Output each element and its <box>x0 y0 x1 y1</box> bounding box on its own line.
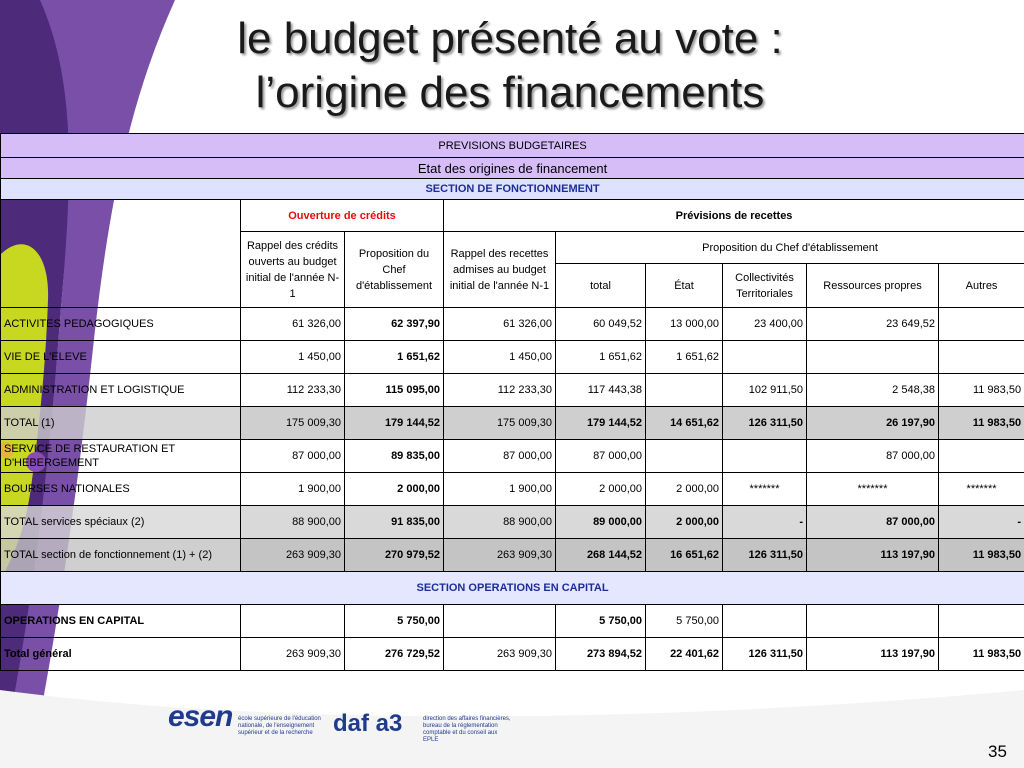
cell-autres: 11 983,50 <box>939 539 1024 572</box>
cell-rappel-recettes <box>444 605 556 638</box>
cell-ressources: 87 000,00 <box>807 506 939 539</box>
cell-autres <box>939 308 1024 341</box>
title-line-1: le budget présenté au vote : <box>237 14 783 63</box>
band-etat-origines: Etat des origines de financement <box>1 158 1024 179</box>
cell-etat: 1 651,62 <box>646 341 723 374</box>
cell-total: 87 000,00 <box>556 440 646 473</box>
cell-proposition: 179 144,52 <box>345 407 444 440</box>
cell-collectivites: ******* <box>723 473 807 506</box>
cell-etat <box>646 374 723 407</box>
cell-autres <box>939 440 1024 473</box>
table-row <box>1 308 1024 341</box>
header-proposition-chef-etab: Proposition du Chef d'établissement <box>556 232 1024 264</box>
cell-etat: 13 000,00 <box>646 308 723 341</box>
cell-ressources <box>807 605 939 638</box>
cell-rappel-recettes: 61 326,00 <box>444 308 556 341</box>
cell-rappel-credits: 1 900,00 <box>241 473 345 506</box>
cell-etat: 5 750,00 <box>646 605 723 638</box>
cell-collectivites: 102 911,50 <box>723 374 807 407</box>
cell-ressources: ******* <box>807 473 939 506</box>
daf-description: direction des affaires financières, bureau de la réglementation comptable et du conseil aux EPLE <box>423 716 511 743</box>
cell-rappel-credits <box>241 605 345 638</box>
cell-ressources: 113 197,90 <box>807 638 939 671</box>
table-row <box>1 605 1024 638</box>
cell-proposition: 2 000,00 <box>345 473 444 506</box>
title-line-2: l’origine des financements <box>255 68 765 117</box>
cell-rappel-recettes: 1 900,00 <box>444 473 556 506</box>
cell-autres <box>939 341 1024 374</box>
cell-proposition: 89 835,00 <box>345 440 444 473</box>
cell-ressources: 2 548,38 <box>807 374 939 407</box>
table-row <box>1 440 1024 473</box>
row-label: VIE DE L'ELEVE <box>1 341 241 374</box>
cell-autres: ******* <box>939 473 1024 506</box>
header-row-1 <box>1 200 1024 232</box>
cell-autres: 11 983,50 <box>939 407 1024 440</box>
row-label: ACTIVITES PEDAGOGIQUES <box>1 308 241 341</box>
cell-etat <box>646 440 723 473</box>
cell-total: 1 651,62 <box>556 341 646 374</box>
cell-collectivites: 126 311,50 <box>723 539 807 572</box>
header-rappel-credits: Rappel des crédits ouverts au budget initial de l'année N-1 <box>241 232 345 308</box>
cell-total: 273 894,52 <box>556 638 646 671</box>
cell-total: 117 443,38 <box>556 374 646 407</box>
header-collectivites: Collectivités Territoriales <box>723 264 807 308</box>
cell-rappel-credits: 112 233,30 <box>241 374 345 407</box>
cell-etat: 2 000,00 <box>646 506 723 539</box>
table-row <box>1 374 1024 407</box>
cell-proposition: 91 835,00 <box>345 506 444 539</box>
cell-autres: - <box>939 506 1024 539</box>
header-autres: Autres <box>939 264 1024 308</box>
cell-collectivites: 126 311,50 <box>723 407 807 440</box>
cell-collectivites <box>723 440 807 473</box>
table-row-total <box>1 407 1024 440</box>
row-label: TOTAL services spéciaux (2) <box>1 506 241 539</box>
table-row <box>1 341 1024 374</box>
cell-rappel-recettes: 112 233,30 <box>444 374 556 407</box>
header-ressources: Ressources propres <box>807 264 939 308</box>
cell-autres <box>939 605 1024 638</box>
cell-collectivites: 23 400,00 <box>723 308 807 341</box>
cell-autres: 11 983,50 <box>939 374 1024 407</box>
cell-etat: 14 651,62 <box>646 407 723 440</box>
section-row-1 <box>1 179 1024 200</box>
header-ouverture-credits: Ouverture de crédits <box>241 200 444 232</box>
row-label: ADMINISTRATION ET LOGISTIQUE <box>1 374 241 407</box>
cell-total: 89 000,00 <box>556 506 646 539</box>
cell-proposition: 1 651,62 <box>345 341 444 374</box>
budget-table <box>0 133 1024 671</box>
page-number: 35 <box>988 742 1007 761</box>
cell-etat: 2 000,00 <box>646 473 723 506</box>
band-row-2 <box>1 158 1024 179</box>
cell-ressources: 87 000,00 <box>807 440 939 473</box>
band-row-1 <box>1 134 1024 158</box>
header-rappel-recettes: Rappel des recettes admises au budget initial de l'année N-1 <box>444 232 556 308</box>
row-label: BOURSES NATIONALES <box>1 473 241 506</box>
row-label: TOTAL section de fonctionnement (1) + (2) <box>1 539 241 572</box>
cell-rappel-credits: 87 000,00 <box>241 440 345 473</box>
esen-description: école supérieure de l'éducation nationale, de l'enseignement supérieur et de la recherche <box>238 716 321 736</box>
table-row <box>1 473 1024 506</box>
cell-rappel-recettes: 88 900,00 <box>444 506 556 539</box>
cell-ressources: 23 649,52 <box>807 308 939 341</box>
header-etat: État <box>646 264 723 308</box>
table-row-total-fonctionnement <box>1 539 1024 572</box>
cell-rappel-credits: 175 009,30 <box>241 407 345 440</box>
cell-proposition: 5 750,00 <box>345 605 444 638</box>
page-title <box>150 12 870 120</box>
cell-total: 2 000,00 <box>556 473 646 506</box>
header-previsions-recettes: Prévisions de recettes <box>444 200 1024 232</box>
row-label: Total général <box>1 638 241 671</box>
daf-logo: daf a3 <box>333 710 403 737</box>
row-label: OPERATIONS EN CAPITAL <box>1 605 241 638</box>
cell-total: 179 144,52 <box>556 407 646 440</box>
band-previsions: PREVISIONS BUDGETAIRES <box>1 134 1024 158</box>
row-label: SERVICE DE RESTAURATION ET D'HEBERGEMENT <box>1 440 241 473</box>
cell-collectivites <box>723 605 807 638</box>
cell-collectivites: 126 311,50 <box>723 638 807 671</box>
cell-rappel-recettes: 1 450,00 <box>444 341 556 374</box>
cell-rappel-credits: 263 909,30 <box>241 638 345 671</box>
cell-total: 60 049,52 <box>556 308 646 341</box>
cell-ressources <box>807 341 939 374</box>
cell-proposition: 276 729,52 <box>345 638 444 671</box>
cell-total: 268 144,52 <box>556 539 646 572</box>
cell-rappel-recettes: 87 000,00 <box>444 440 556 473</box>
esen-logo-word: esen <box>168 700 233 733</box>
header-proposition-chef: Proposition du Chef d'établissement <box>345 232 444 308</box>
cell-rappel-credits: 1 450,00 <box>241 341 345 374</box>
cell-rappel-recettes: 263 909,30 <box>444 539 556 572</box>
cell-ressources: 113 197,90 <box>807 539 939 572</box>
cell-etat: 16 651,62 <box>646 539 723 572</box>
section-operations-capital: SECTION OPERATIONS EN CAPITAL <box>1 572 1024 605</box>
cell-etat: 22 401,62 <box>646 638 723 671</box>
header-total: total <box>556 264 646 308</box>
cell-collectivites: - <box>723 506 807 539</box>
section-fonctionnement: SECTION DE FONCTIONNEMENT <box>1 179 1024 200</box>
cell-autres: 11 983,50 <box>939 638 1024 671</box>
row-label: TOTAL (1) <box>1 407 241 440</box>
cell-proposition: 115 095,00 <box>345 374 444 407</box>
cell-proposition: 62 397,90 <box>345 308 444 341</box>
cell-rappel-credits: 61 326,00 <box>241 308 345 341</box>
cell-collectivites <box>723 341 807 374</box>
cell-ressources: 26 197,90 <box>807 407 939 440</box>
section-row-2 <box>1 572 1024 605</box>
cell-rappel-recettes: 175 009,30 <box>444 407 556 440</box>
cell-rappel-recettes: 263 909,30 <box>444 638 556 671</box>
cell-rappel-credits: 88 900,00 <box>241 506 345 539</box>
header-empty-cell <box>1 200 241 308</box>
cell-total: 5 750,00 <box>556 605 646 638</box>
cell-proposition: 270 979,52 <box>345 539 444 572</box>
table-row-total-general <box>1 638 1024 671</box>
cell-rappel-credits: 263 909,30 <box>241 539 345 572</box>
table-row-total-speciaux <box>1 506 1024 539</box>
esen-logo <box>168 700 232 734</box>
